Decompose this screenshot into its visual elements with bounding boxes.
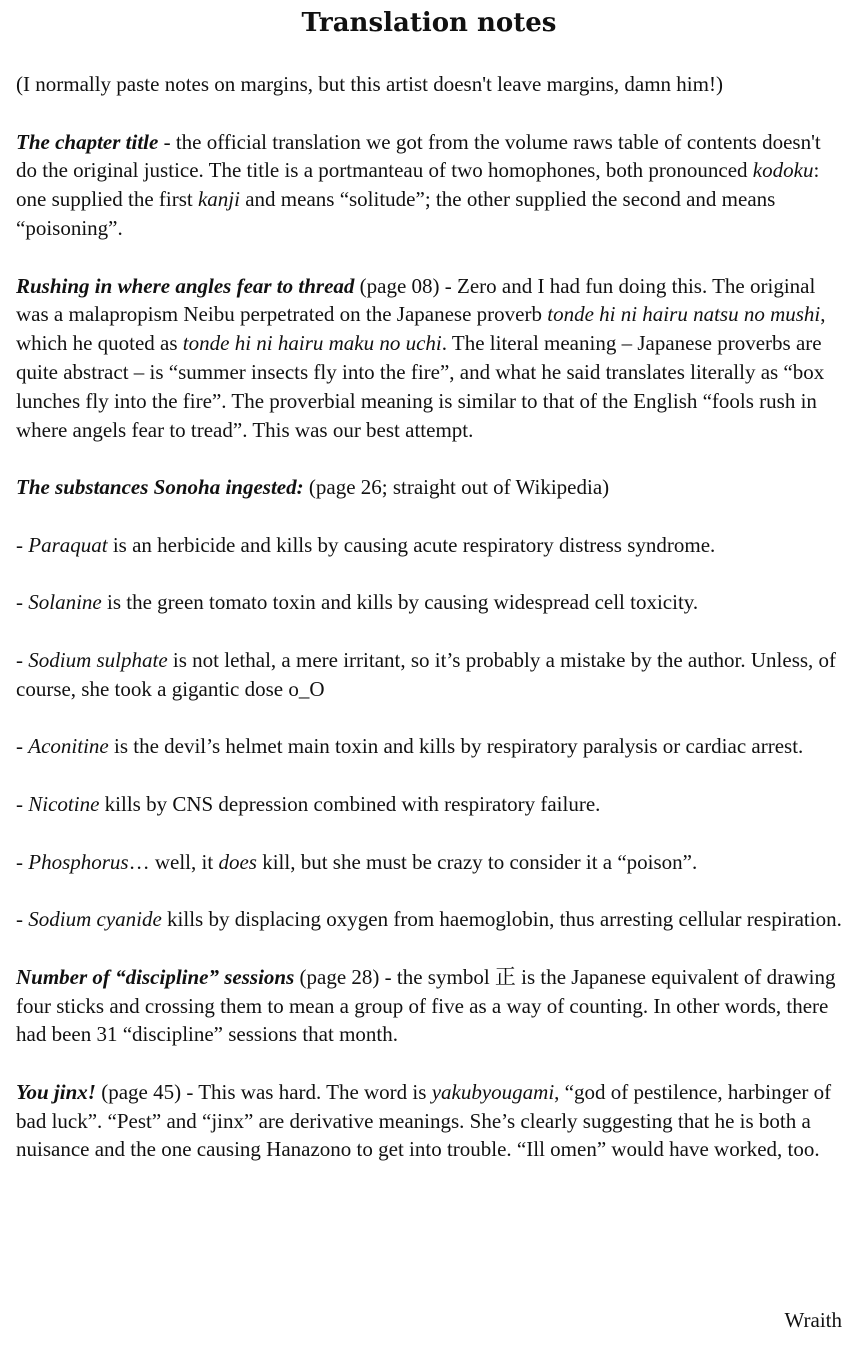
note-italic-term: kodoku: [752, 158, 814, 183]
substance-text: kills by CNS depression combined with respiratory failure.: [99, 791, 601, 816]
note-text: , “god of pestilence, harbinger of bad luck”. “Pest” and “jinx” are derivative meanings. She’s clearly suggesting that he is both a nuisance and the one causing Hanazono to get into trouble. “Ill omen” would have worked, too.: [16, 1079, 832, 1162]
note-heading: The substances Sonoha ingested:: [16, 475, 304, 500]
note-text: (page 45) - This was hard. The word is: [95, 1079, 432, 1104]
note-text: . The literal meaning – Japanese proverbs are quite abstract – is “summer insects fly into the fire”, and what he said translates literally as “box lunches fly into the fire”. The proverbial meaning is similar to that of the English “fools rush in where angels fear to tread”. This was our best attempt.: [16, 331, 825, 442]
substance-item-aconitine: [16, 732, 844, 761]
bullet-dash: -: [16, 791, 29, 816]
bullet-dash: -: [16, 907, 29, 932]
intro-paragraph: (I normally paste notes on margins, but this artist doesn't leave margins, damn him!): [16, 72, 723, 96]
bullet-dash: -: [16, 532, 29, 557]
substance-emphasis: does: [218, 849, 257, 874]
note-rushing: [16, 272, 844, 445]
substance-item-sodium-cyanide: [16, 905, 844, 934]
substance-name: Aconitine: [28, 734, 109, 759]
substance-item-sodium-sulphate: [16, 646, 844, 704]
substance-item-nicotine: [16, 790, 844, 819]
signature: Wraith: [784, 1308, 842, 1332]
substance-text: is the devil’s helmet main toxin and kills by respiratory paralysis or cardiac arrest.: [108, 734, 804, 759]
substance-item-paraquat: [16, 531, 844, 560]
note-italic-term: kanji: [197, 187, 240, 212]
substance-name: Phosphorus: [28, 849, 129, 874]
note-chapter-title: [16, 128, 844, 243]
note-text: (page 08) - Zero and I had fun doing this. The original was a malapropism Neibu perpetrated on the Japanese proverb: [16, 273, 816, 327]
substance-item-phosphorus: [16, 848, 844, 877]
page-title: Translation notes: [301, 8, 557, 38]
note-jinx: [16, 1078, 844, 1164]
note-italic-term: tonde hi ni hairu maku no uchi: [182, 331, 442, 356]
note-text: (page 28) - the symbol 正 is the Japanese equivalent of drawing four sticks and crossing them to mean a group of five as a way of counting. In other words, there had been 31 “discipline” sessions that month.: [16, 964, 836, 1047]
note-italic-term: tonde hi ni hairu natsu no mushi: [547, 302, 821, 327]
note-substances: [16, 473, 844, 502]
note-text: and means “solitude”; the other supplied the second and means “poisoning”.: [16, 187, 776, 240]
bullet-dash: -: [16, 734, 29, 759]
substance-name: Sodium sulphate: [28, 647, 168, 672]
note-heading: Number of “discipline” sessions: [16, 964, 295, 989]
note-italic-term: yakubyougami: [431, 1079, 555, 1104]
note-discipline: [16, 963, 844, 1049]
note-text: - the official translation we got from the volume raws table of contents doesn't do the original justice. The title is a portmanteau of two homophones, both pronounced: [16, 129, 821, 183]
note-heading: The chapter title: [16, 129, 159, 154]
substance-name: Solanine: [28, 590, 102, 615]
substance-name: Paraquat: [28, 532, 108, 557]
note-heading: You jinx!: [16, 1079, 96, 1104]
notes-body: [16, 70, 844, 1193]
substance-name: Nicotine: [28, 791, 100, 816]
substance-name: Sodium cyanide: [28, 907, 162, 932]
substance-text: is an herbicide and kills by causing acute respiratory distress syndrome.: [107, 532, 716, 557]
substance-item-solanine: [16, 588, 844, 617]
note-heading: Rushing in where angles fear to thread: [16, 273, 355, 298]
substance-text: … well, it: [128, 849, 219, 874]
substance-text: kills by displacing oxygen from haemoglobin, thus arresting cellular respiration.: [161, 907, 842, 932]
note-text: (page 26; straight out of Wikipedia): [303, 475, 610, 500]
bullet-dash: -: [16, 647, 29, 672]
substance-text: kill, but she must be crazy to consider it a “poison”.: [256, 849, 698, 874]
note-text: , which he quoted as: [16, 302, 826, 356]
substance-text: is not lethal, a mere irritant, so it’s probably a mistake by the author. Unless, of course, she took a gigantic dose o_O: [16, 647, 837, 701]
bullet-dash: -: [16, 849, 29, 874]
substance-text: is the green tomato toxin and kills by causing widespread cell toxicity.: [101, 590, 699, 615]
bullet-dash: -: [16, 590, 29, 615]
note-text: : one supplied the first: [16, 158, 820, 212]
